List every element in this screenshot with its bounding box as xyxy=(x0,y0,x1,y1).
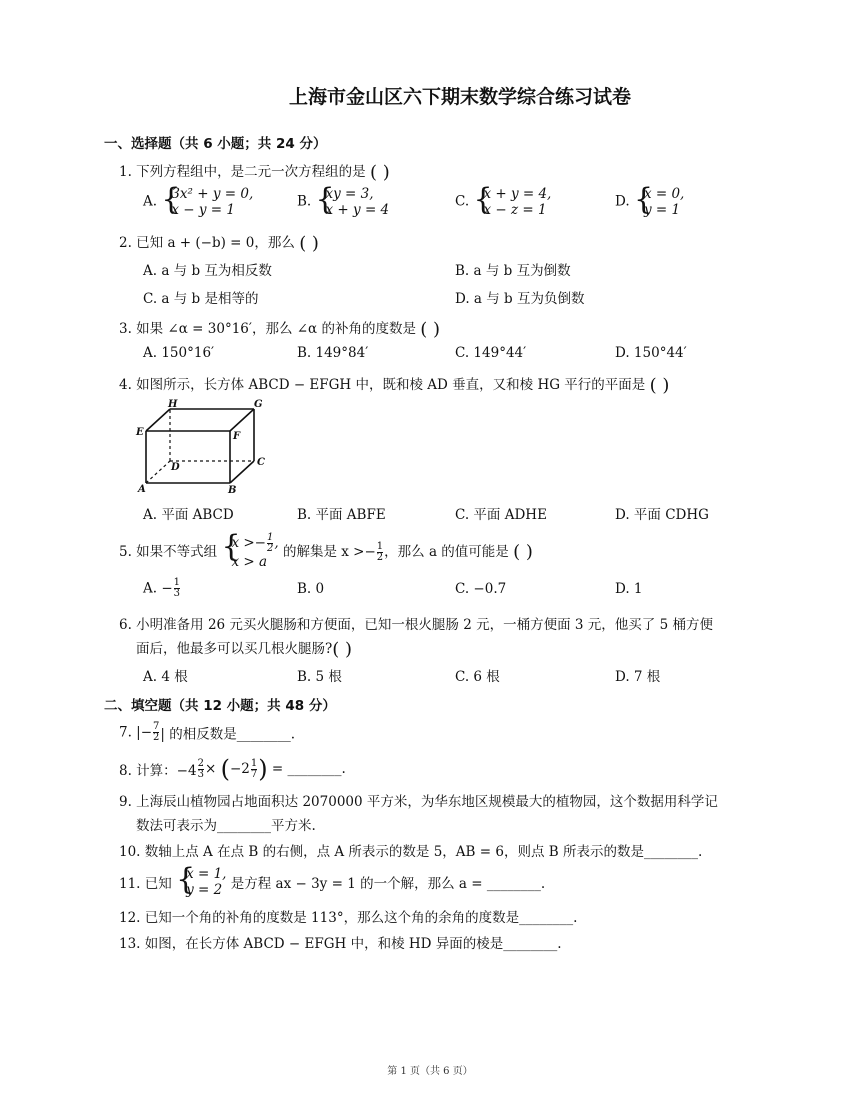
answer-paren: ( ) xyxy=(513,541,533,563)
edge-he xyxy=(146,409,170,431)
answer-paren: ( ) xyxy=(420,319,441,340)
numerator: 2 xyxy=(197,757,204,769)
answer-paren: ( ) xyxy=(649,375,670,396)
q4-option-c: C. 平面 ADHE xyxy=(455,507,547,523)
page-footer: 第 1 页（共 6 页） xyxy=(387,1066,473,1077)
question-12: 12. 已知一个角的补角的度数是 113°，那么这个角的余角的度数是________. xyxy=(119,910,578,926)
fraction xyxy=(153,722,159,743)
fraction xyxy=(174,578,180,599)
question-9-line2: 数法可表示为________平方米. xyxy=(136,818,316,834)
question-text: 3. 如果 ∠α = 30°16′，那么 ∠α 的补角的度数是 xyxy=(119,321,416,337)
inequality-line: x > a xyxy=(231,554,268,570)
equation-system: { x = 0, y = 1 xyxy=(633,182,685,218)
inequality-system: { x >− $\frac{1}{2}$ , x > a xyxy=(221,529,279,570)
section-heading-fill: 二、填空题（共 12 小题；共 48 分） xyxy=(104,698,336,714)
vertex-label-e: E xyxy=(136,427,144,438)
q3-option-d: D. 150°44′ xyxy=(615,345,687,361)
vertex-label-h: H xyxy=(168,399,178,410)
question-text: 2. 已知 a + (−b) = 0，那么 xyxy=(119,235,295,251)
q6-option-a: A. 4 根 xyxy=(143,669,188,685)
question-1-stem xyxy=(119,160,390,183)
question-text: 8. 计算：−4 xyxy=(119,763,197,779)
answer-paren: ( ) xyxy=(299,233,319,254)
q3-option-c: C. 149°44′ xyxy=(455,345,527,361)
numerator: 1 xyxy=(250,757,258,769)
equation-line: x = 1, xyxy=(186,866,227,882)
q6-option-c: C. 6 根 xyxy=(455,669,500,685)
vertex-label-f: F xyxy=(233,431,241,442)
inequality-comma: , xyxy=(274,535,279,551)
question-2-stem xyxy=(119,231,319,254)
edge-fg xyxy=(230,409,254,431)
equation-system: { xy = 3, x + y = 4 xyxy=(315,182,390,218)
equation-line: x − z = 1 xyxy=(483,202,547,218)
denominator: 2 xyxy=(267,543,274,554)
q4-option-a: A. 平面 ABCD xyxy=(143,507,234,523)
equation-line: y = 2 xyxy=(186,882,223,898)
answer-paren: ( ) xyxy=(332,639,353,660)
q3-option-b: B. 149°84′ xyxy=(297,345,369,361)
q6-option-d: D. 7 根 xyxy=(615,669,661,685)
denominator: 3 xyxy=(197,768,204,780)
q1-option-c xyxy=(455,182,552,218)
q4-option-d: D. 平面 CDHG xyxy=(615,507,709,523)
left-paren: ( xyxy=(220,755,230,783)
q2-option-d: D. a 与 b 互为负倒数 xyxy=(455,291,585,307)
question-text: | 的相反数是________. xyxy=(160,726,296,743)
answer-paren: ( ) xyxy=(369,162,390,183)
equation-line: x + y = 4, xyxy=(483,186,552,202)
edge-bc xyxy=(230,461,254,483)
vertex-label-b: B xyxy=(228,485,237,495)
cuboid-figure xyxy=(132,395,277,495)
q3-option-a: A. 150°16′ xyxy=(143,345,215,361)
question-8 xyxy=(119,755,346,783)
q2-option-a: A. a 与 b 互为相反数 xyxy=(143,263,272,279)
vertex-label-c: C xyxy=(257,457,265,468)
question-text: 是方程 ax − 3y = 1 的一个解，那么 a = ________. xyxy=(230,876,546,892)
q1-option-d xyxy=(615,182,685,218)
option-label: A. xyxy=(143,193,158,210)
question-13: 13. 如图，在长方体 ABCD − EFGH 中，和棱 HD 异面的棱是________. xyxy=(119,936,562,952)
right-paren: ) xyxy=(258,755,268,783)
question-text: −2 xyxy=(229,761,250,777)
equation-line: xy = 3, xyxy=(325,186,374,202)
question-text: ，那么 a 的值可能是 xyxy=(384,544,509,560)
denominator: 3 xyxy=(173,588,181,599)
q4-option-b: B. 平面 ABFE xyxy=(297,507,386,523)
equation-line: y = 1 xyxy=(643,202,681,218)
question-text: 5. 如果不等式组 xyxy=(119,544,218,560)
vertex-label-g: G xyxy=(254,399,263,410)
q1-option-b xyxy=(297,182,390,218)
equation-line: x = 0, xyxy=(643,186,685,202)
fraction xyxy=(251,759,257,780)
q5-option-a xyxy=(143,578,181,599)
equation-system: { x + y = 4, x − z = 1 xyxy=(473,182,552,218)
denominator: 7 xyxy=(250,768,258,780)
question-text: 4. 如图所示，长方体 ABCD − EFGH 中，既和棱 AD 垂直，又和棱 HG 平行的平面是 xyxy=(119,377,646,393)
question-3-stem xyxy=(119,317,440,340)
question-text: 的解集是 x >− xyxy=(282,544,376,560)
question-9-line1: 9. 上海辰山植物园占地面积达 2070000 平方米，为华东地区规模最大的植物园，这个数据用科学记 xyxy=(119,794,718,810)
vertex-label-a: A xyxy=(138,484,146,495)
option-label: C. xyxy=(455,193,470,210)
numerator: 1 xyxy=(376,540,384,552)
hidden-edge-ad xyxy=(146,461,170,483)
equation-line: x + y = 4 xyxy=(325,202,390,218)
fraction xyxy=(198,759,204,780)
question-4-stem xyxy=(119,373,669,396)
question-5-stem xyxy=(119,529,533,571)
q5-option-b: B. 0 xyxy=(297,581,325,597)
question-11 xyxy=(119,862,546,898)
equation-system: { x = 1, y = 2 xyxy=(176,862,227,898)
question-text: 1. 下列方程组中，是二元一次方程组的是 xyxy=(119,164,366,180)
fraction xyxy=(377,542,383,563)
q5-option-c: C. −0.7 xyxy=(455,581,507,597)
question-10: 10. 数轴上点 A 在点 B 的右侧，点 A 所表示的数是 5，AB = 6，则点 B 所表示的数是________. xyxy=(119,844,703,860)
equation-line: x − y = 1 xyxy=(171,202,235,218)
denominator: 2 xyxy=(153,732,160,743)
q1-option-a xyxy=(143,182,254,218)
q6-option-b: B. 5 根 xyxy=(297,669,342,685)
equation-system: { 3x² + y = 0, x − y = 1 xyxy=(161,182,254,218)
page-title: 上海市金山区六下期末数学综合练习试卷 xyxy=(288,86,631,108)
fraction xyxy=(267,533,273,554)
q5-option-d: D. 1 xyxy=(615,581,643,597)
question-text: = ________. xyxy=(267,761,346,777)
question-text: 7. |− xyxy=(119,724,153,741)
option-label: D. xyxy=(615,193,630,210)
inequality-text: x >− xyxy=(231,535,266,551)
vertex-label-d: D xyxy=(171,462,180,473)
section-heading-choice: 一、选择题（共 6 小题；共 24 分） xyxy=(104,136,327,152)
numerator: 7 xyxy=(153,721,160,732)
option-label: B. xyxy=(297,193,312,210)
question-6-line2 xyxy=(136,637,352,660)
question-text: 面后，他最多可以买几根火腿肠? xyxy=(136,641,333,657)
q2-option-c: C. a 与 b 是相等的 xyxy=(143,291,259,307)
numerator: 1 xyxy=(173,577,181,588)
times-sign: × xyxy=(204,761,221,777)
question-text: 11. 已知 xyxy=(119,876,172,892)
equation-line: 3x² + y = 0, xyxy=(171,186,254,202)
question-7 xyxy=(119,722,295,743)
option-text: A. − xyxy=(143,580,173,597)
question-6-line1: 6. 小明准备用 26 元买火腿肠和方便面，已知一根火腿肠 2 元，一桶方便面 3 元，他买了 5 桶方便 xyxy=(119,617,713,633)
numerator: 1 xyxy=(267,532,274,543)
q2-option-b: B. a 与 b 互为倒数 xyxy=(455,263,571,279)
denominator: 2 xyxy=(376,551,384,563)
